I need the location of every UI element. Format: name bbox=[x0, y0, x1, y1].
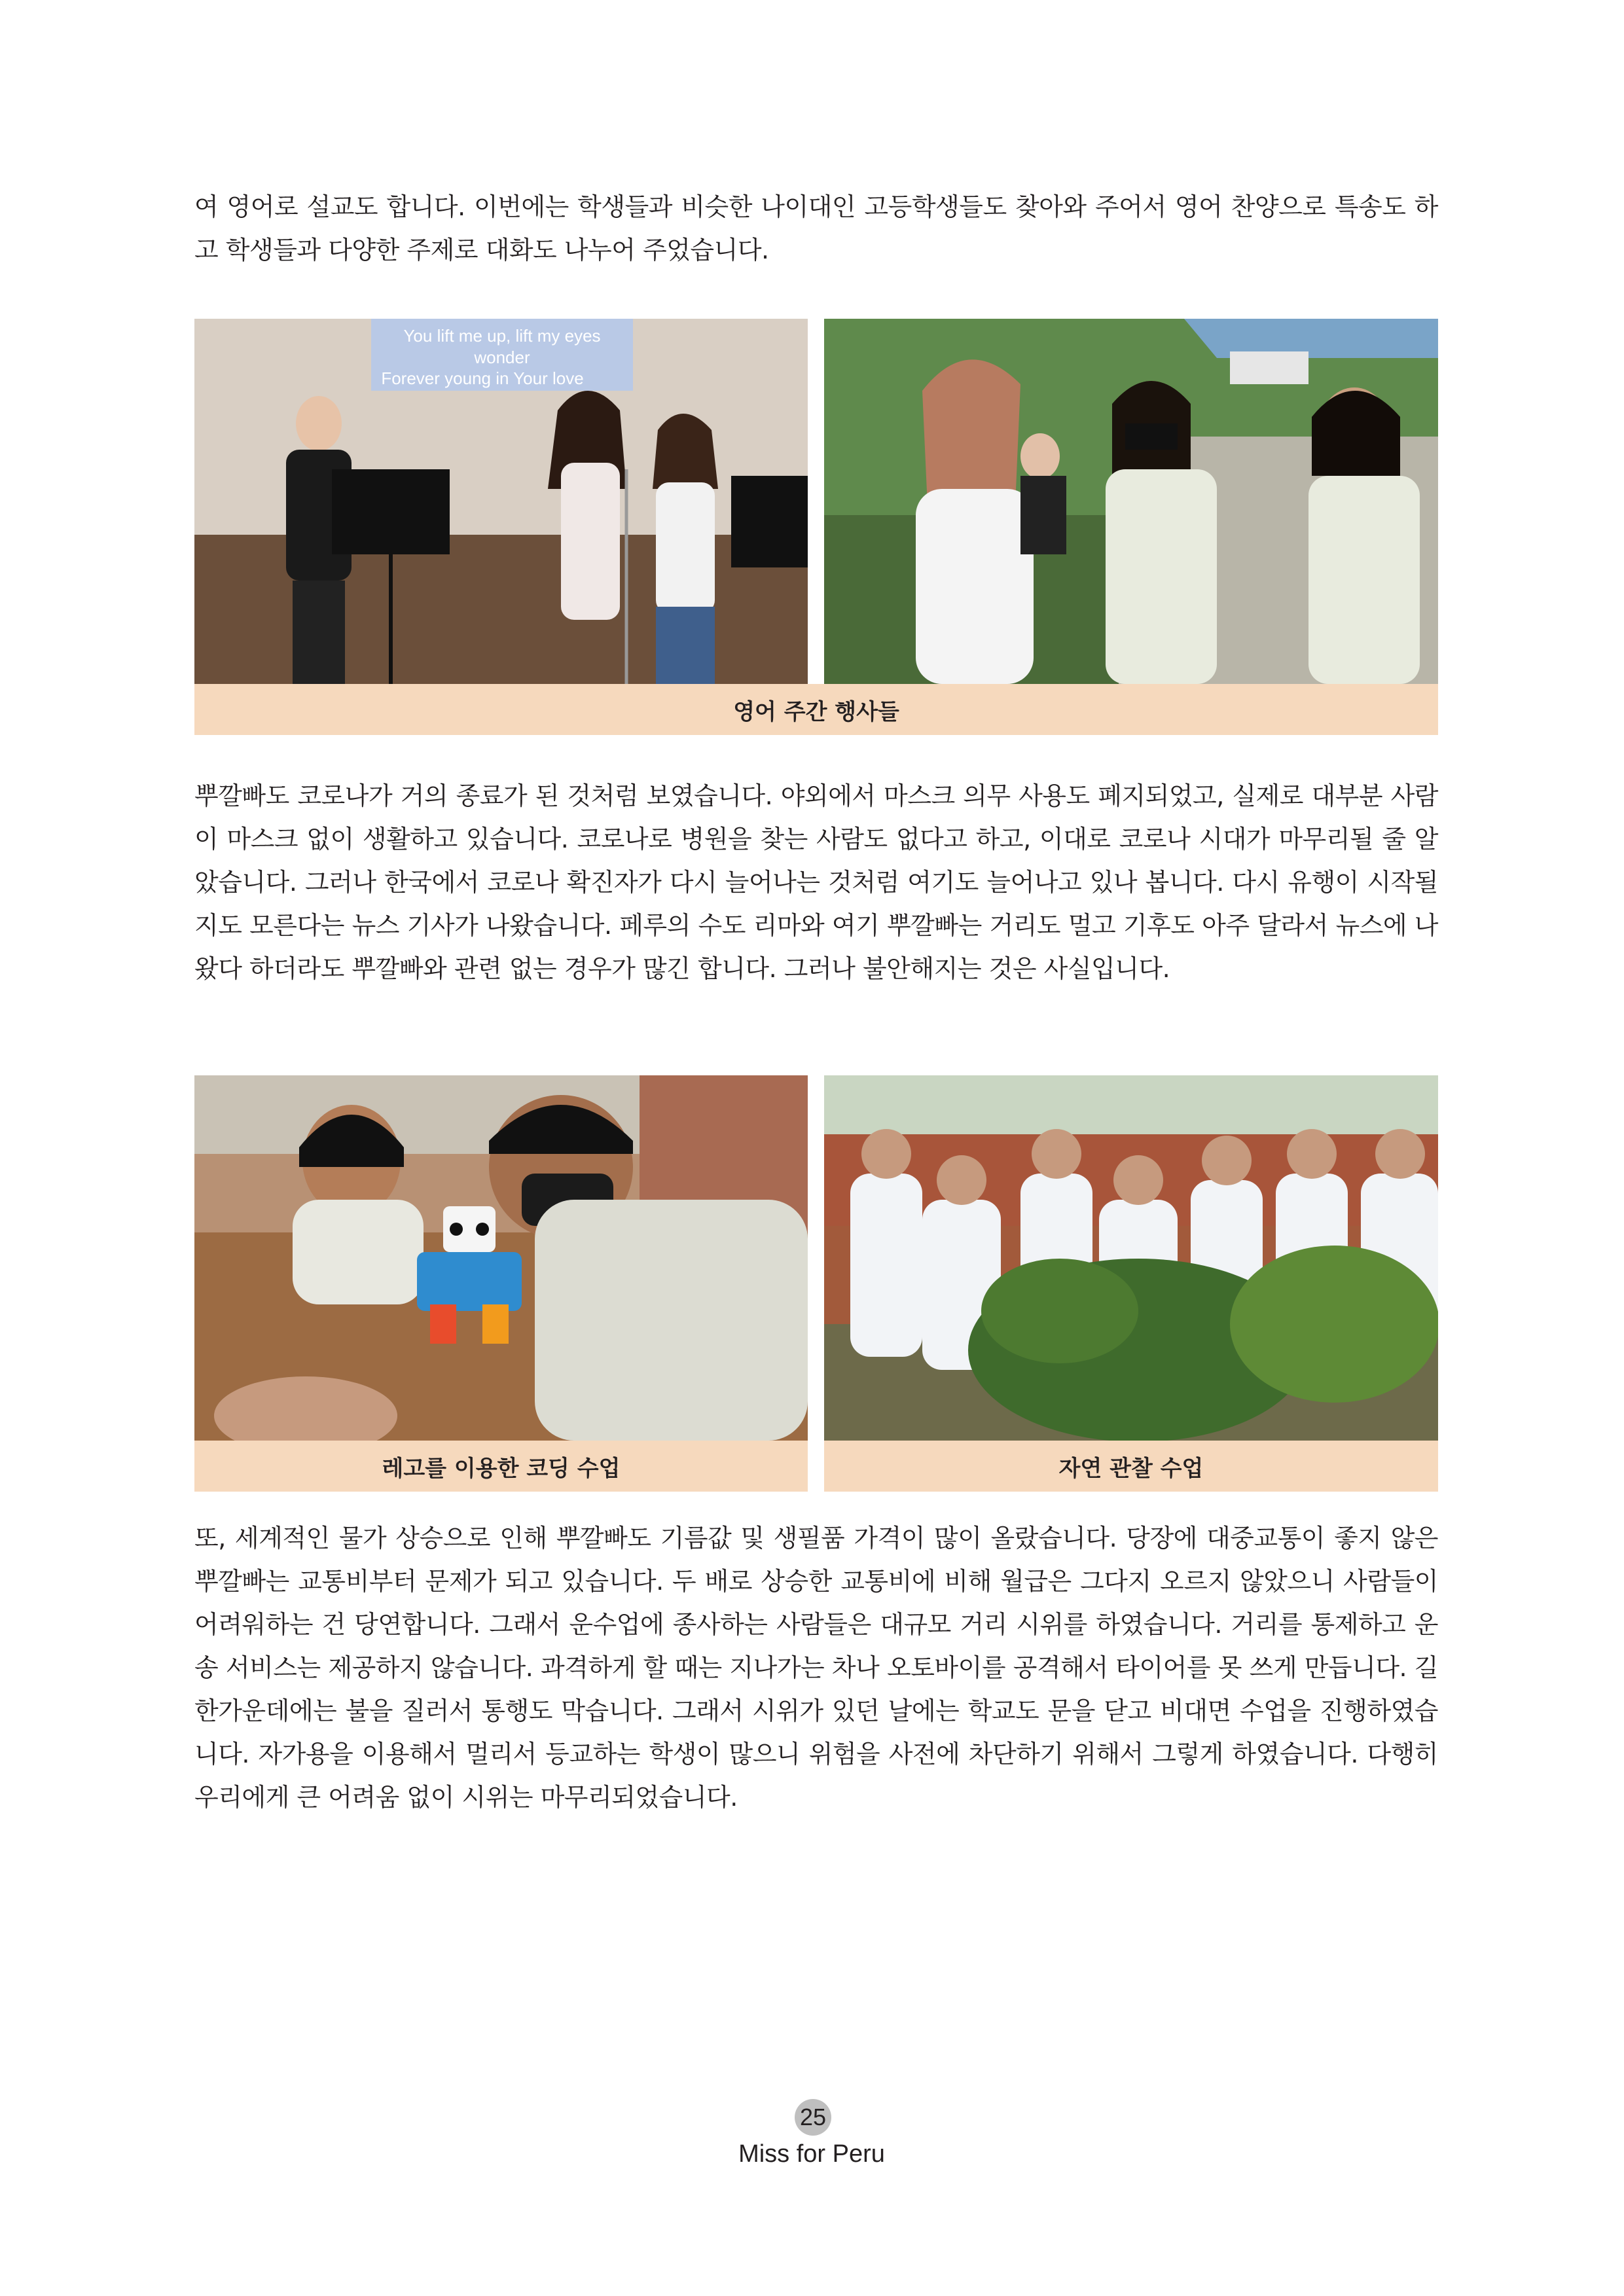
photo-nature-observation bbox=[824, 1075, 1438, 1441]
caption-nature-observation-text: 자연 관찰 수업 bbox=[1058, 1455, 1204, 1482]
caption-nature-observation bbox=[824, 1441, 1438, 1492]
paragraph-protest: 또, 세계적인 물가 상승으로 인해 뿌깔빠도 기름값 및 생필품 가격이 많이 올랐습니다. 당장에 대중교통이 좋지 않은 뿌깔빠는 교통비부터 문제가 되고 있습니다. 두 배로 상승한 교통비에 비해 월급은 그다지 오르지 않았으니 사람들이 어려워하는 건 당연합니다. 그래서 운수업에 종사하는 사람들은 대규모 거리 시위를 하였습니다. 거리를 통제하고 운송 서비스는 제공하지 않습니다. 과격하게 할 때는 지나가는 차나 오토바이를 공격해서 타이어를 못 쓰게 만듭니다. 길 한가운데에는 불을 질러서 통행도 막습니다. 그래서 시위가 있던 날에는 학교도 문을 닫고 비대면 수업을 진행하였습니다. 자가용을 이용해서 멀리서 등교하는 학생이 많으니 위험을 사전에 차단하기 위해서 그렇게 하였습니다. 다행히 우리에게 큰 어려움 없이 시위는 마무리되었습니다. bbox=[194, 1524, 1438, 1812]
caption-lego-coding-text: 레고를 이용한 코딩 수업 bbox=[382, 1455, 621, 1482]
photo-lego-coding bbox=[194, 1075, 808, 1441]
screen-lyric-line-3: Forever young in Your love bbox=[381, 368, 584, 388]
screen-lyric-line-1: You lift me up, lift my eyes bbox=[403, 326, 601, 346]
screen-lyric-line-2: wonder bbox=[474, 348, 530, 367]
footer-title: Miss for Peru bbox=[738, 2140, 885, 2168]
photo-singing-performance bbox=[194, 319, 808, 684]
page-number-text: 25 bbox=[799, 2104, 827, 2130]
paragraph-corona: 뿌깔빠도 코로나가 거의 종료가 된 것처럼 보였습니다. 야외에서 마스크 의무 사용도 폐지되었고, 실제로 대부분 사람이 마스크 없이 생활하고 있습니다. 코로나로 병원을 찾는 사람도 없다고 하고, 이대로 코로나 시대가 마무리될 줄 알았습니다. 그러나 한국에서 코로나 확진자가 다시 늘어나는 것처럼 여기도 늘어나고 있나 봅니다. 다시 유행이 시작될지도 모른다는 뉴스 기사가 나왔습니다. 페루의 수도 리마와 여기 뿌깔빠는 거리도 멀고 기후도 아주 달라서 뉴스에 나왔다 하더라도 뿌깔빠와 관련 없는 경우가 많긴 합니다. 그러나 불안해지는 것은 사실입니다. bbox=[194, 781, 1438, 983]
caption-english-week-text: 영어 주간 행사들 bbox=[733, 698, 899, 725]
page-number bbox=[795, 2099, 831, 2136]
paragraph-intro: 여 영어로 설교도 합니다. 이번에는 학생들과 비슷한 나이대인 고등학생들도 찾아와 주어서 영어 찬양으로 특송도 하고 학생들과 다양한 주제로 대화도 나누어 주었습니다. bbox=[194, 192, 1438, 264]
photo-students-conversation bbox=[824, 319, 1438, 684]
caption-lego-coding bbox=[194, 1441, 808, 1492]
caption-english-week bbox=[194, 684, 1438, 735]
